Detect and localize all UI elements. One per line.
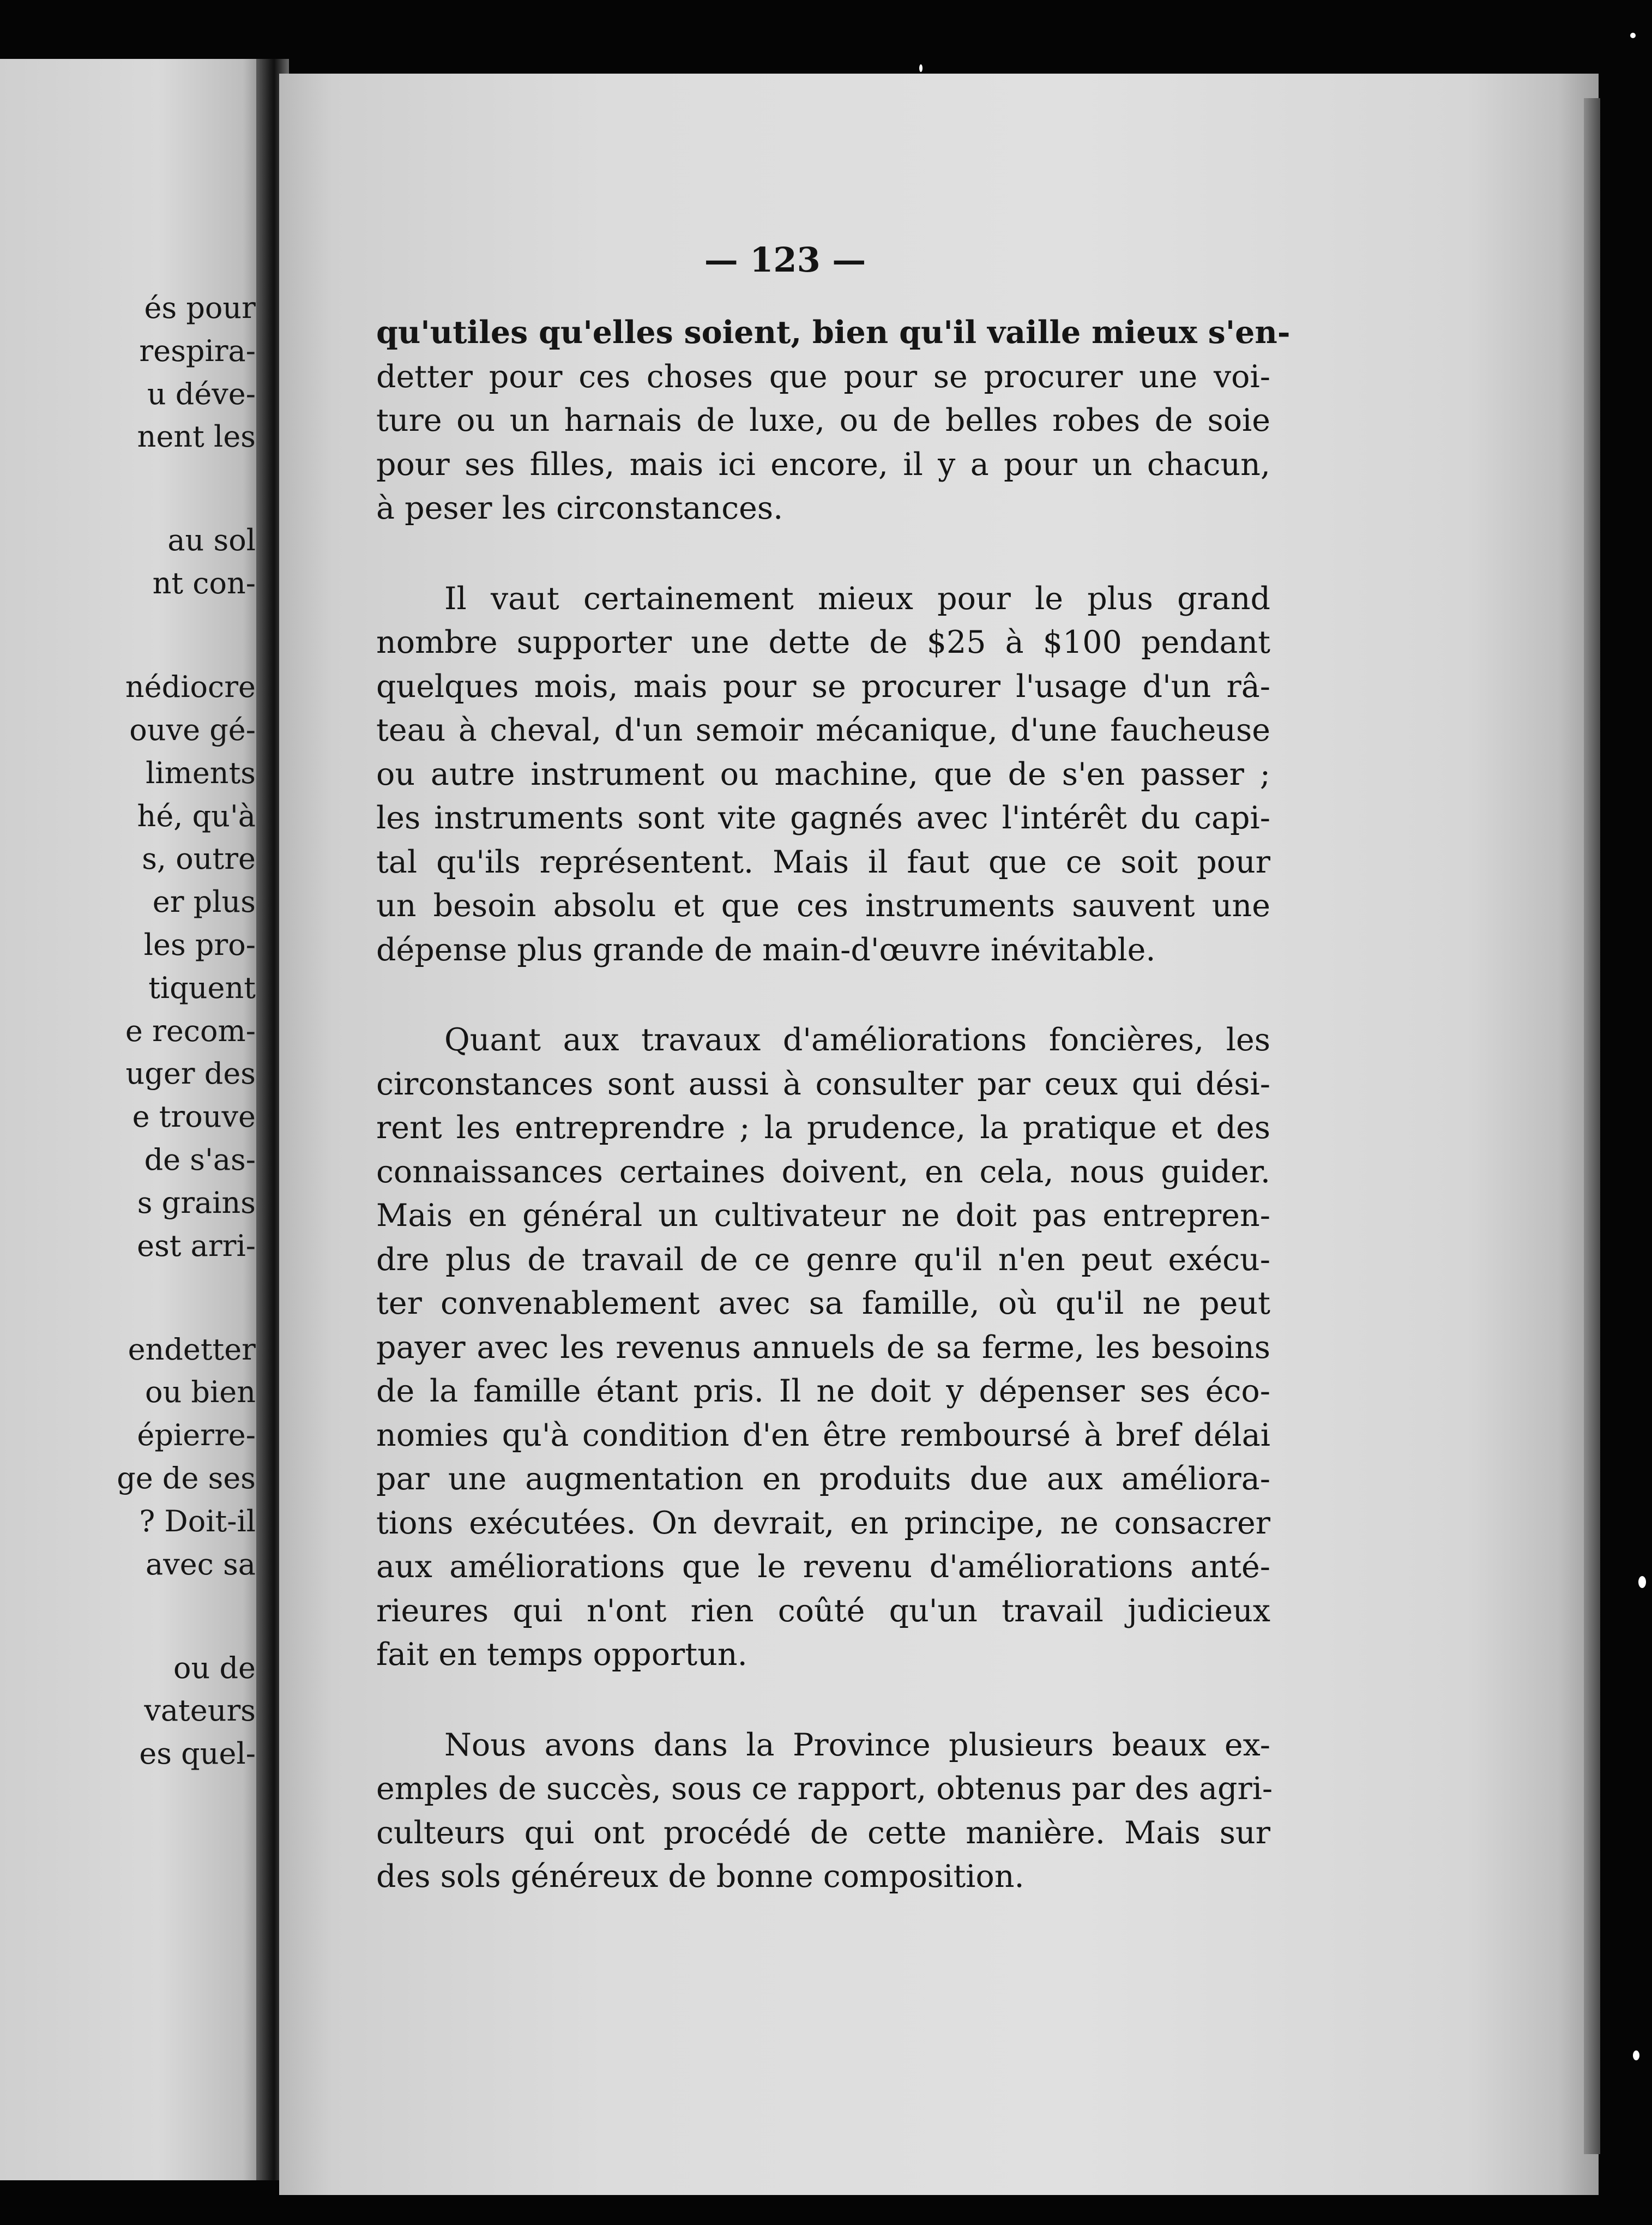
left-page-line-fragment: hé, qu'à	[137, 799, 256, 833]
text-line: quelques mois, mais pour se procurer l'usage d'un râ-	[376, 668, 1270, 705]
left-page-line-fragment: ? Doit-il	[139, 1504, 256, 1538]
paragraph-1	[376, 311, 1291, 531]
left-page-line-fragment: e recom-	[125, 1014, 256, 1048]
text-line: connaissances certaines doivent, en cela, nous guider.	[376, 1153, 1270, 1190]
paragraph-3	[376, 1018, 1270, 1677]
left-page-line-fragment: vateurs	[144, 1693, 256, 1728]
text-line: pour ses filles, mais ici encore, il y a pour un chacun,	[376, 446, 1270, 483]
left-page-line-fragment: est arri-	[137, 1229, 256, 1263]
text-line: Mais en général un cultivateur ne doit pas entrepren-	[376, 1198, 1270, 1234]
text-line: ou autre instrument ou machine, que de s'en passer ;	[376, 756, 1270, 792]
text-line: circonstances sont aussi à consulter par ceux qui dési-	[376, 1066, 1270, 1102]
left-page-line-fragment: s grains	[137, 1186, 256, 1220]
text-line: emples de succès, sous ce rapport, obtenus par des agri-	[376, 1771, 1273, 1807]
left-page-line-fragment: ou bien	[144, 1375, 256, 1409]
left-page-line-fragment: tiquent	[148, 971, 256, 1005]
scan-speck	[1638, 1576, 1646, 1588]
left-page-line-fragment: endetter	[128, 1332, 256, 1367]
left-page-line-fragment: ouve gé-	[129, 713, 256, 747]
text-line: Quant aux travaux d'améliorations foncières, les	[444, 1022, 1270, 1058]
text-line: Il vaut certainement mieux pour le plus grand	[444, 580, 1270, 617]
scan-speck	[919, 64, 923, 72]
text-line: dépense plus grande de main-d'œuvre inévitable.	[376, 931, 1156, 968]
text-line: tions exécutées. On devrait, en principe, ne consacrer	[376, 1505, 1270, 1541]
text-line: les instruments sont vite gagnés avec l'intérêt du capi-	[376, 800, 1270, 836]
left-page-line-fragment: avec sa	[146, 1547, 256, 1581]
left-page-line-fragment: e trouve	[132, 1099, 256, 1134]
text-line: rieures qui n'ont rien coûté qu'un travail judicieux	[376, 1592, 1270, 1629]
paragraph-4	[376, 1723, 1273, 1899]
left-page-line-fragment: er plus	[152, 885, 256, 919]
text-line: dre plus de travail de ce genre qu'il n'en peut exécu-	[376, 1241, 1270, 1278]
left-page-line-fragment: liments	[146, 756, 256, 790]
left-page-line-fragment: de s'as-	[144, 1142, 256, 1177]
text-line: nombre supporter une dette de $25 à $100 pendant	[376, 624, 1270, 660]
left-page-line-fragment: respira-	[139, 334, 256, 368]
text-line: par une augmentation en produits due aux améliora-	[376, 1461, 1270, 1497]
text-line: un besoin absolu et que ces instruments sauvent une	[376, 888, 1270, 924]
left-page-line-fragment: ou de	[173, 1651, 256, 1685]
left-page-line-fragment: au sol	[167, 523, 256, 557]
left-page-line-fragment: s, outre	[142, 841, 256, 876]
text-line: ture ou un harnais de luxe, ou de belles robes de soie	[376, 402, 1270, 438]
scan-speck	[1633, 2050, 1639, 2060]
text-line: Nous avons dans la Province plusieurs beaux ex-	[444, 1727, 1270, 1763]
text-line: de la famille étant pris. Il ne doit y dépenser ses éco-	[376, 1373, 1270, 1409]
left-page-line-fragment: nt con-	[152, 566, 256, 600]
text-line: nomies qu'à condition d'en être remboursé à bref délai	[376, 1417, 1270, 1453]
left-page-line-fragment: épierre-	[137, 1418, 256, 1452]
right-page-edge-shadow	[1584, 98, 1600, 2154]
text-line: qu'utiles qu'elles soient, bien qu'il vaille mieux s'en-	[376, 314, 1291, 351]
text-line: à peser les circonstances.	[376, 490, 783, 526]
text-line: culteurs qui ont procédé de cette manière. Mais sur	[376, 1814, 1270, 1851]
text-line: fait en temps opportun.	[376, 1637, 747, 1673]
text-line: aux améliorations que le revenu d'améliorations anté-	[376, 1549, 1270, 1585]
left-page-line-fragment: ge de ses	[117, 1461, 256, 1495]
text-line: rent les entreprendre ; la prudence, la pratique et des	[376, 1110, 1270, 1146]
paragraph-2	[376, 577, 1270, 972]
left-page-line-fragment: u déve-	[147, 377, 256, 411]
left-page-line-fragment: les pro-	[143, 928, 256, 962]
text-line: payer avec les revenus annuels de sa ferme, les besoins	[376, 1329, 1270, 1366]
left-page-line-fragment: nent les	[137, 419, 256, 454]
text-line: tal qu'ils représentent. Mais il faut que ce soit pour	[376, 844, 1270, 880]
left-page-text-fragments	[0, 59, 264, 2180]
left-page-line-fragment: és pour	[144, 291, 256, 325]
left-page-line-fragment: uger des	[125, 1056, 256, 1091]
text-line: des sols généreux de bonne composition.	[376, 1859, 1024, 1895]
scan-speck	[1630, 33, 1636, 38]
left-page-line-fragment: es quel-	[139, 1736, 256, 1771]
text-line: ter convenablement avec sa famille, où qu'il ne peut	[376, 1285, 1270, 1321]
text-line: detter pour ces choses que pour se procurer une voi-	[376, 358, 1270, 395]
left-page-line-fragment: nédiocre	[125, 670, 256, 704]
page-number: — 123 —	[704, 240, 866, 280]
page-body-text	[376, 311, 1291, 1899]
text-line: teau à cheval, d'un semoir mécanique, d'une faucheuse	[376, 712, 1270, 748]
left-page-edge	[0, 59, 264, 2180]
